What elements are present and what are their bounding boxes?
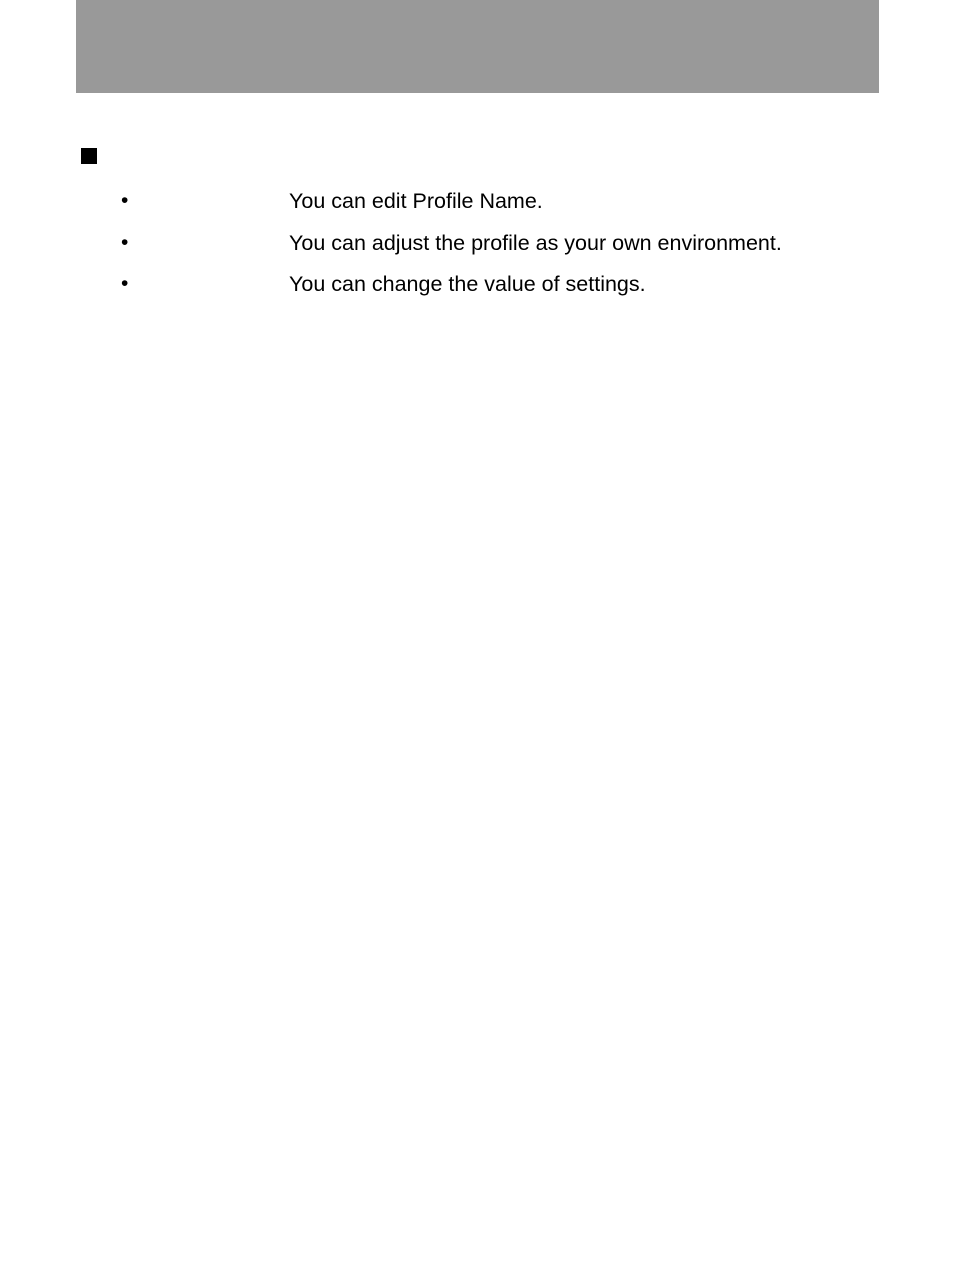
list-item-text: You can edit Profile Name. bbox=[289, 189, 543, 213]
list-item bbox=[0, 228, 954, 258]
list-item-text: You can change the value of settings. bbox=[289, 272, 646, 296]
bullet-icon: • bbox=[121, 189, 129, 212]
list-item-text: You can adjust the profile as your own environment. bbox=[289, 231, 782, 255]
black-square-icon bbox=[81, 148, 97, 164]
bullet-icon: • bbox=[121, 231, 129, 254]
list-item bbox=[0, 269, 954, 299]
bullet-icon: • bbox=[121, 272, 129, 295]
list-item bbox=[0, 186, 954, 216]
header-band bbox=[76, 0, 879, 93]
